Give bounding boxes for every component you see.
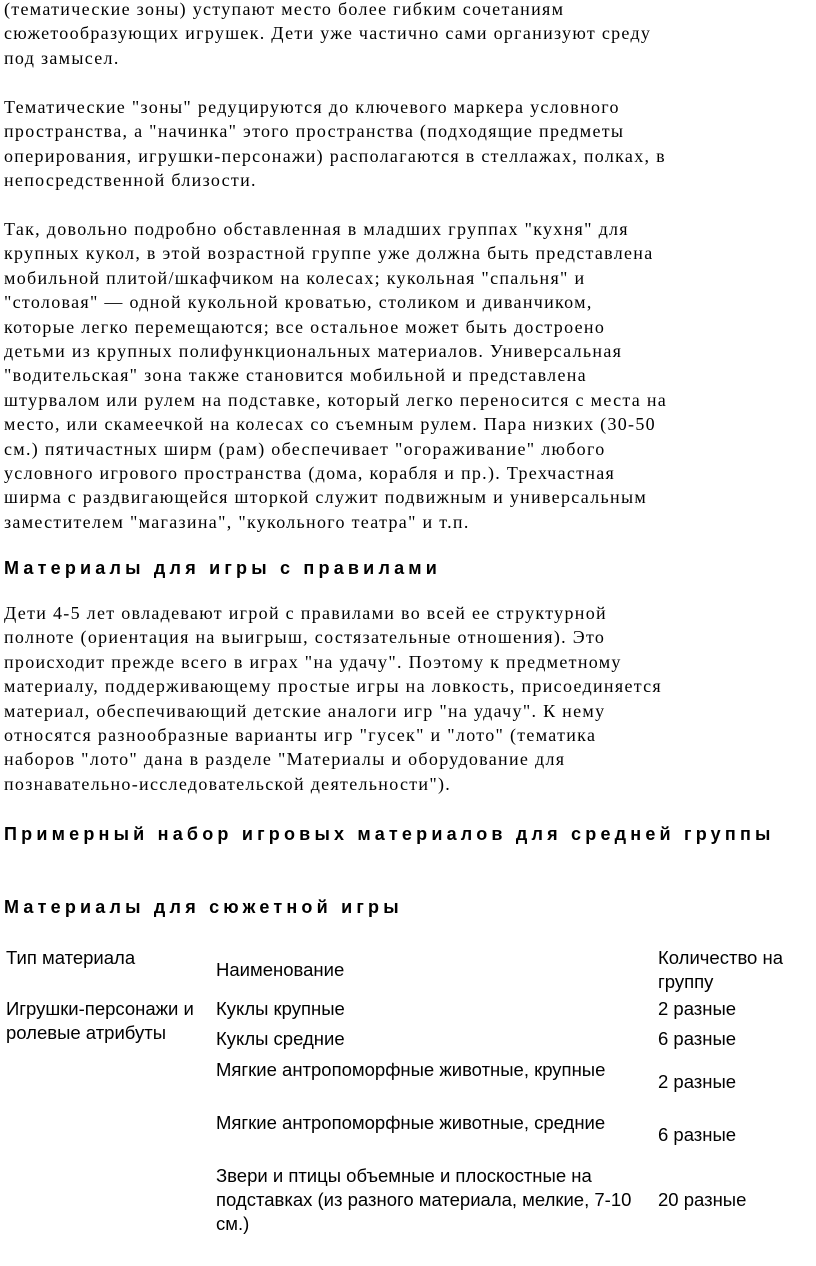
row-qty-1: 2 разные [658, 998, 737, 1019]
paragraph-zones-intro: (тематические зоны) уступают место более гибким сочетаниям сюжетообразующих игрушек. Дети уже частично сами организуют среду под замысел. [4, 0, 652, 68]
paragraph-thematic-zones: Тематические "зоны" редуцируются до ключевого маркера условного пространства, а "начинка" этого пространства (подходящие предметы оперирования, игрушки-персонажи) располагаются в стеллажах, полках, в непосредственной близости. [4, 97, 666, 191]
heading-sample-set: Примерный набор игровых материалов для средней группы [4, 824, 775, 844]
row-name-3: Мягкие антропоморфные животные, крупные [216, 1059, 606, 1080]
header-type: Тип материала [6, 947, 136, 968]
row-name-2: Куклы средние [216, 1028, 345, 1049]
row-name-5: Звери и птицы объемные и плоскостные на подставках (из разного материала, мелкие, 7-10 см.) [216, 1165, 632, 1234]
header-qty: Количество на группу [658, 947, 783, 992]
row-qty-2: 6 разные [658, 1028, 737, 1049]
row-qty-3: 2 разные [658, 1071, 737, 1092]
type-cell: Игрушки-персонажи и ролевые атрибуты [6, 998, 194, 1043]
row-name-1: Куклы крупные [216, 998, 345, 1019]
row-name-4: Мягкие антропоморфные животные, средние [216, 1112, 606, 1133]
heading-rules-games: Материалы для игры с правилами [4, 558, 442, 578]
paragraph-rules-games: Дети 4-5 лет овладевают игрой с правилами во всей ее структурной полноте (ориентация на выигрыш, состязательные отношения). Это происходит прежде всего в играх "на удачу". Поэтому к предметному материалу, поддерживающему простые игры на ловкость, присоединяется материал, обеспечивающий детские аналоги игр "на удачу". К нему относятся разнообразные варианты игр "гусек" и "лото" (тематика наборов "лото" дана в разделе "Материалы и оборудование для познавательно-исследовательской деятельности"). [4, 603, 662, 794]
paragraph-example-kitchen: Так, довольно подробно обставленная в младших группах "кухня" для крупных кукол, в этой возрастной группе уже должна быть представлена мобильной плитой/шкафчиком на колесах; кукольная "спальня" и "столовая" — одной кукольной кроватью, столиком и диванчиком, которые легко перемещаются; все остальное может быть достроено детьми из крупных полифункциональных материалов. Универсальная "водительская" зона также становится мобильной и представлена штурвалом или рулем на подставке, который легко переносится с места на место, или скамеечкой на колесах со съемным рулем. Пара низких (30-50 см.) пятичастных ширм (рам) обеспечивает "огораживание" любого условного игрового пространства (дома, корабля и пр.). Трехчастная ширма с раздвигающейся шторкой служит подвижным и универсальным заместителем "магазина", "кукольного театра" и т.п. [4, 219, 668, 532]
row-qty-4: 6 разные [658, 1124, 737, 1145]
row-qty-5: 20 разные [658, 1189, 747, 1210]
header-name: Наименование [216, 959, 345, 980]
heading-story-games: Материалы для сюжетной игры [4, 897, 403, 917]
